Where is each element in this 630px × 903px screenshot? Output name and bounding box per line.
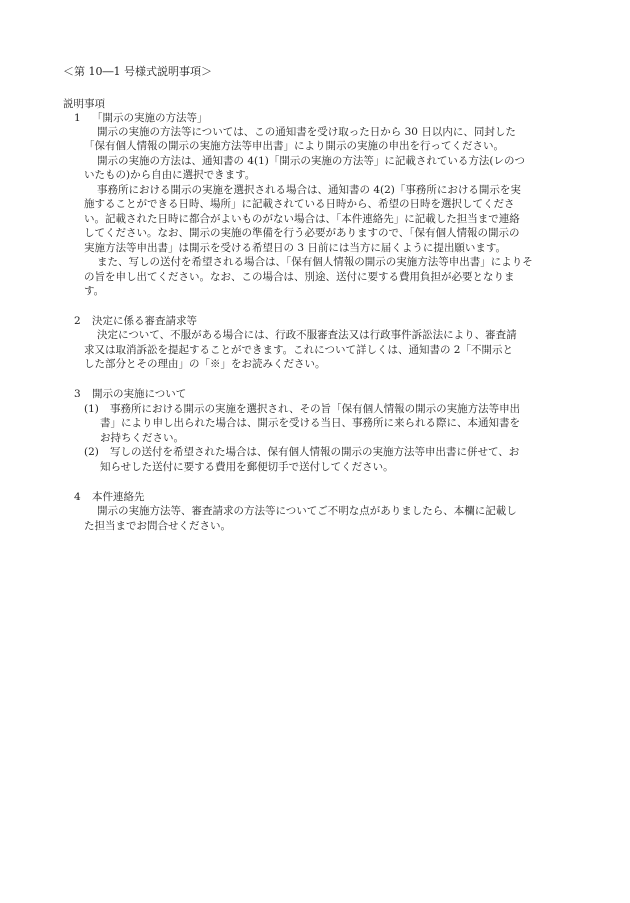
s3-item-2-line: 知らせした送付に要する費用を郵便切手で送付してください。 [100,461,394,473]
s4-p1-line: 開示の実施方法等、審査請求の方法等についてご不明な点がありましたら、本欄に記載し [97,505,517,517]
s4-p1-line: た担当までお問合せください。 [84,520,231,532]
s1-p3-line: してください。なお、開示の実施の準備を行う必要がありますので、「保有個人情報の開示の [84,227,520,239]
s3-item-1-label: (1) [84,403,99,415]
s1-p2-line: 開示の実施の方法は、通知書の 4(1)「開示の実施の方法等」に記載されている方法(レのつ [97,155,525,167]
s1-p1-line: 「保有個人情報の開示の実施方法等申出書」により開示の実施の申出を行ってください。 [84,140,504,152]
section-3-number: 3 [74,388,81,400]
section-1-title: 「開示の実施の方法等」 [92,112,208,124]
form-header: ＜第 10―1 号様式説明事項＞ [63,65,212,78]
s3-item-1-line: お持ちください。 [100,432,184,444]
s2-p1-line: した部分とその理由」の「※」をお読みください。 [84,358,326,370]
s1-p3-line: い。記載された日時に都合がよいものがない場合は、「本件連絡先」に記載した担当まで連絡 [84,213,520,225]
s1-p2-line: いたもの)から自由に選択できます。 [84,169,256,181]
s1-p4-line: す。 [84,285,105,297]
section-3-title: 開示の実施について [92,388,187,400]
s1-p4-line: の旨を申し出てください。なお、この場合は、別途、送付に要する費用負担が必要となりま [84,271,515,283]
section-4-number: 4 [74,491,81,503]
s2-p1-line: 求又は取消訴訟を提起することができます。これについて詳しくは、通知書の 2「不開示と [84,344,513,356]
section-4-title: 本件連絡先 [92,491,145,503]
intro-heading: 説明事項 [63,98,105,110]
s1-p3-line: 施することができる日時、場所」に記載されている日時から、希望の日時を選択してくださ [84,198,515,210]
s3-item-1-line: 事務所における開示の実施を選択され、その旨「保有個人情報の開示の実施方法等申出 [110,403,521,415]
s3-item-2-label: (2) [84,446,99,458]
section-2-number: 2 [74,315,81,327]
s1-p4-line: また、写しの送付を希望される場合は、「保有個人情報の開示の実施方法等申出書」によりそ [97,256,533,268]
section-2-title: 決定に係る審査請求等 [92,315,197,327]
section-1-number: 1 [74,112,81,124]
s2-p1-line: 決定について、不服がある場合には、行政不服審査法又は行政事件訴訟法により、審査請 [97,329,517,341]
s1-p1-line: 開示の実施の方法等については、この通知書を受け取った日から 30 日以内に、同封した [97,126,516,138]
s3-item-1-line: 書」により申し出られた場合は、開示を受ける当日、事務所に来られる際に、本通知書を [100,417,520,429]
s1-p3-line: 事務所における開示の実施を選択される場合は、通知書の 4(2)「事務所における開示を実 [97,184,521,196]
s1-p3-line: 実施方法等申出書」は開示を受ける希望日の 3 日前には当方に届くように提出願います。 [84,242,507,254]
s3-item-2-line: 写しの送付を希望された場合は、保有個人情報の開示の実施方法等申出書に併せて、お [110,446,520,458]
